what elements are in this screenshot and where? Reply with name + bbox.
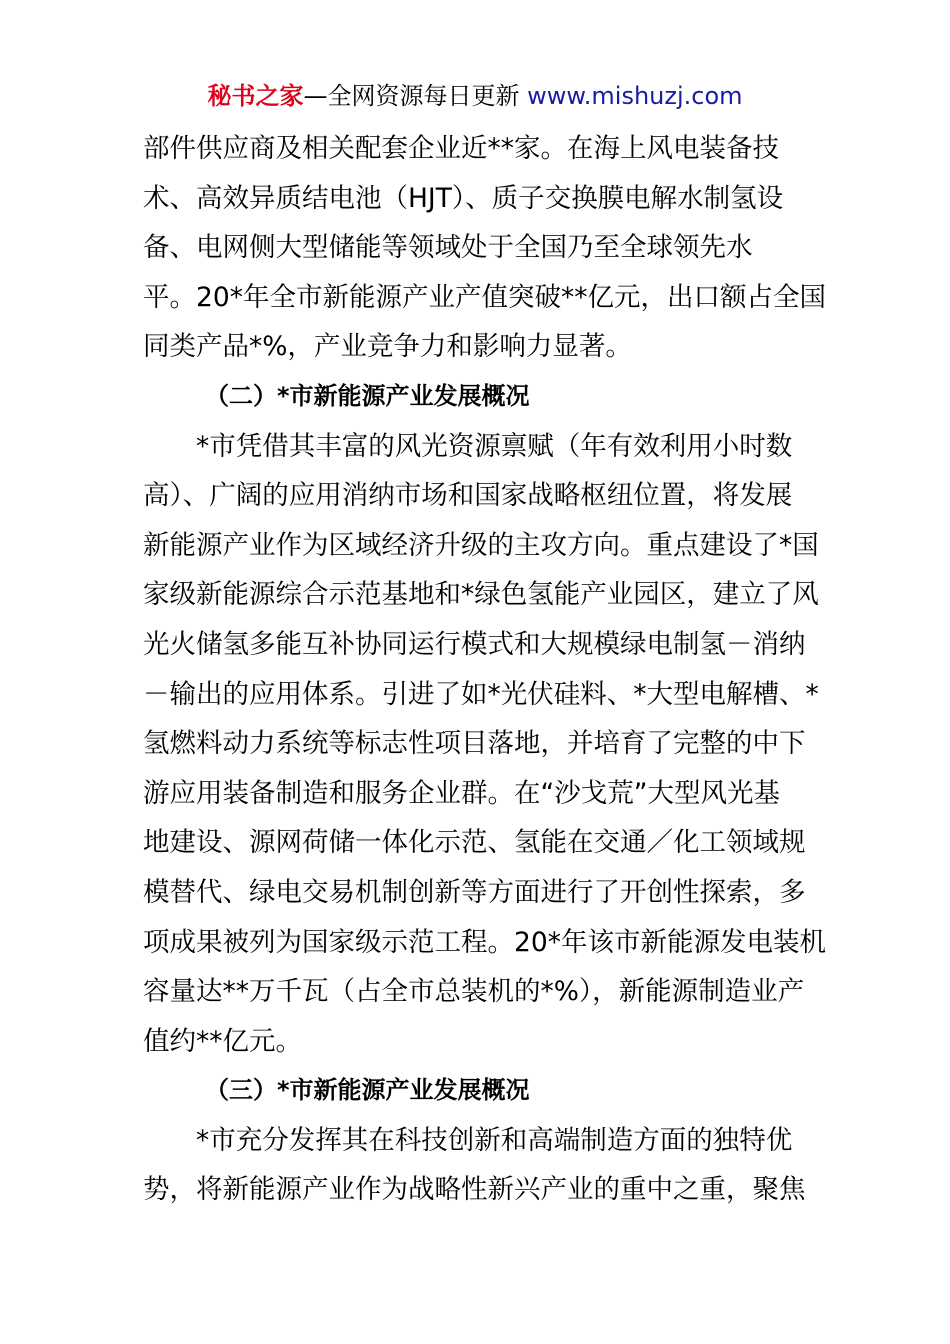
paragraph-line: 平。20*年全市新能源产业产值突破**亿元，出口额占全国 xyxy=(143,281,826,313)
paragraph-line: *市充分发挥其在科技创新和高端制造方面的独特优 xyxy=(196,1124,793,1156)
paragraph-line: 部件供应商及相关配套企业近**家。在海上风电装备技 xyxy=(143,133,779,164)
paragraph-line: 新能源产业作为区域经济升级的主攻方向。重点建设了*国 xyxy=(143,529,819,561)
page-header xyxy=(0,80,950,112)
section-heading: （二）*市新能源产业发展概况 xyxy=(205,381,530,410)
paragraph-line: 氢燃料动力系统等标志性项目落地，并培育了完整的中下 xyxy=(143,728,806,760)
paragraph-line: 模替代、绿电交易机制创新等方面进行了开创性探索，多 xyxy=(143,876,806,908)
paragraph-line: 家级新能源综合示范基地和*绿色氢能产业园区，建立了风 xyxy=(143,579,819,611)
paragraph-line: 势，将新能源产业作为战略性新兴产业的重中之重，聚焦 xyxy=(143,1174,806,1206)
paragraph-line: 同类产品*%，产业竞争力和影响力显著。 xyxy=(143,331,632,363)
brand-name: 秘书之家 xyxy=(207,82,304,110)
paragraph-line: 术、高效异质结电池（HJT）、质子交换膜电解水制氢设 xyxy=(143,182,784,214)
paragraph-line: 高）、广阔的应用消纳市场和国家战略枢纽位置，将发展 xyxy=(143,480,793,512)
paragraph-line: 值约**亿元。 xyxy=(143,1025,302,1057)
paragraph-line: *市凭借其丰富的风光资源禀赋（年有效利用小时数 xyxy=(196,430,793,462)
header-tagline: —全网资源每日更新 xyxy=(303,82,520,110)
paragraph-line: 地建设、源网荷储一体化示范、氢能在交通／化工领域规 xyxy=(143,827,806,859)
paragraph-line: 光火储氢多能互补协同运行模式和大规模绿电制氢－消纳 xyxy=(143,628,806,660)
paragraph-line: 备、电网侧大型储能等领域处于全国乃至全球领先水 xyxy=(143,232,753,264)
section-heading: （三）*市新能源产业发展概况 xyxy=(205,1076,530,1105)
document-body xyxy=(143,124,826,1215)
paragraph-line: －输出的应用体系。引进了如*光伏硅料、*大型电解槽、* xyxy=(143,678,819,710)
paragraph-line: 游应用装备制造和服务企业群。在“沙戈荒”大型风光基 xyxy=(143,777,780,809)
paragraph-line: 容量达**万千瓦（占全市总装机的*%），新能源制造业产 xyxy=(143,976,805,1008)
paragraph-line: 项成果被列为国家级示范工程。20*年该市新能源发电装机 xyxy=(143,926,826,958)
site-url: www.mishuzj.com xyxy=(527,82,743,110)
